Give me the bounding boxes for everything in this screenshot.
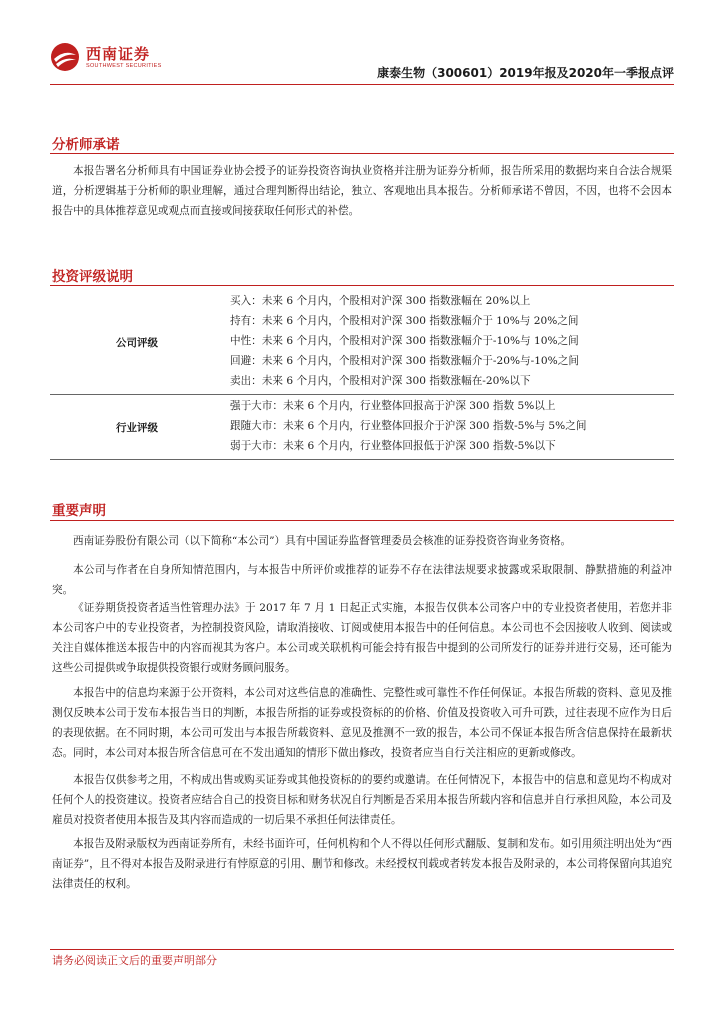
company-rating-sell: 卖出：未来 6 个月内，个股相对沪深 300 指数涨幅在-20%以下 (230, 375, 531, 387)
industry-rating-outperform: 强于大市：未来 6 个月内，行业整体回报高于沪深 300 指数 5%以上 (230, 400, 556, 412)
company-logo (50, 42, 162, 72)
rating-table-bottom-rule (50, 459, 674, 460)
disclaimer-paragraph: 本报告仅供参考之用，不构成出售或购买证券或其他投资标的的要约或邀请。在任何情况下，本报告中的信息和意见均不构成对任何个人的投资建议。投资者应结合自己的投资目标和财务状况自行判断是否采用本报告所载内容和信息并自行承担风险，本公司及雇员对投资者使用本报告及其内容而造成的一切后果不承担任何法律责任。 (52, 774, 672, 826)
southwest-securities-emblem-icon (50, 42, 80, 72)
disclaimer-section-title: 重要声明 (52, 503, 106, 519)
industry-rating-underperform: 弱于大市：未来 6 个月内，行业整体回报低于沪深 300 指数-5%以下 (230, 440, 556, 452)
rating-section-title: 投资评级说明 (52, 269, 133, 285)
disclaimer-paragraph: 本报告及附录版权为西南证券所有，未经书面许可，任何机构和个人不得以任何形式翻版、复制和发布。如引用须注明出处为“西南证券”，且不得对本报告及附录进行有悖原意的引用、删节和修改。未经授权刊载或者转发本报告及附录的，本公司将保留向其追究法律责任的权利。 (52, 838, 672, 890)
industry-rating-inline: 跟随大市：未来 6 个月内，行业整体回报介于沪深 300 指数-5%与 5%之间 (230, 420, 587, 432)
company-rating-hold: 持有：未来 6 个月内，个股相对沪深 300 指数涨幅介于 10%与 20%之间 (230, 315, 579, 327)
footer-notice: 请务必阅读正文后的重要声明部分 (52, 954, 217, 967)
company-rating-neutral: 中性：未来 6 个月内，个股相对沪深 300 指数涨幅介于-10%与 10%之间 (230, 335, 579, 347)
company-rating-avoid: 回避：未来 6 个月内，个股相对沪深 300 指数涨幅介于-20%与-10%之间 (230, 355, 579, 367)
disclaimer-section-divider (50, 520, 674, 521)
disclaimer-paragraph: 本报告中的信息均来源于公开资料，本公司对这些信息的准确性、完整性或可靠性不作任何保证。本报告所载的资料、意见及推测仅反映本公司于发布本报告当日的判断，本报告所指的证券或投资标的的价格、价值及投资收入可升可跌，过往表现不应作为日后的表现依据。在不同时期，本公司可发出与本报告所载资料、意见及推测不一致的报告，本公司不保证本报告所含信息保持在最新状态。同时，本公司对本报告所含信息可在不发出通知的情形下做出修改，投资者应当自行关注相应的更新或修改。 (52, 687, 672, 759)
disclaimer-paragraph: 《证券期货投资者适当性管理办法》于 2017 年 7 月 1 日起正式实施，本报告仅供本公司客户中的专业投资者使用，若您并非本公司客户中的专业投资者，为控制投资风险，请取消接收、订阅或使用本报告中的任何信息。本公司也不会因接收人收到、阅读或关注自媒体推送本报告中的内容而视其为客户。本公司或关联机构可能会持有报告中提到的公司所发行的证券并进行交易，还可能为这些公司提供或争取提供投资银行或财务顾问服务。 (52, 602, 672, 674)
company-rating-buy: 买入：未来 6 个月内，个股相对沪深 300 指数涨幅在 20%以上 (230, 295, 531, 307)
industry-rating-label: 行业评级 (116, 422, 158, 434)
analyst-section-divider (50, 153, 674, 154)
header-divider (50, 84, 674, 85)
logo-chinese-name: 西南证券 (86, 44, 151, 63)
analyst-statement: 本报告署名分析师具有中国证券业协会授予的证券投资咨询执业资格并注册为证券分析师，报告所采用的数据均来自合法合规渠道，分析逻辑基于分析师的职业理解，通过合理判断得出结论，独立、客观地出具本报告。分析师承诺不曾因，不因，也将不会因本报告中的具体推荐意见或观点而直接或间接获取任何形式的补偿。 (52, 165, 672, 217)
logo-english-name: SOUTHWEST SECURITIES (86, 62, 162, 69)
footer-divider (50, 949, 674, 950)
report-title: 康泰生物（300601）2019年报及2020年一季报点评 (377, 66, 674, 80)
disclaimer-paragraph: 西南证券股份有限公司（以下简称“本公司”）具有中国证券监督管理委员会核准的证券投资咨询业务资格。 (73, 535, 572, 547)
company-rating-label: 公司评级 (116, 337, 158, 349)
rating-section-divider (50, 285, 674, 286)
analyst-section-title: 分析师承诺 (52, 137, 120, 153)
rating-table-divider (50, 394, 674, 395)
disclaimer-paragraph: 本公司与作者在自身所知情范围内，与本报告中所评价或推荐的证券不存在法律法规要求披露或采取限制、静默措施的利益冲突。 (52, 564, 672, 596)
